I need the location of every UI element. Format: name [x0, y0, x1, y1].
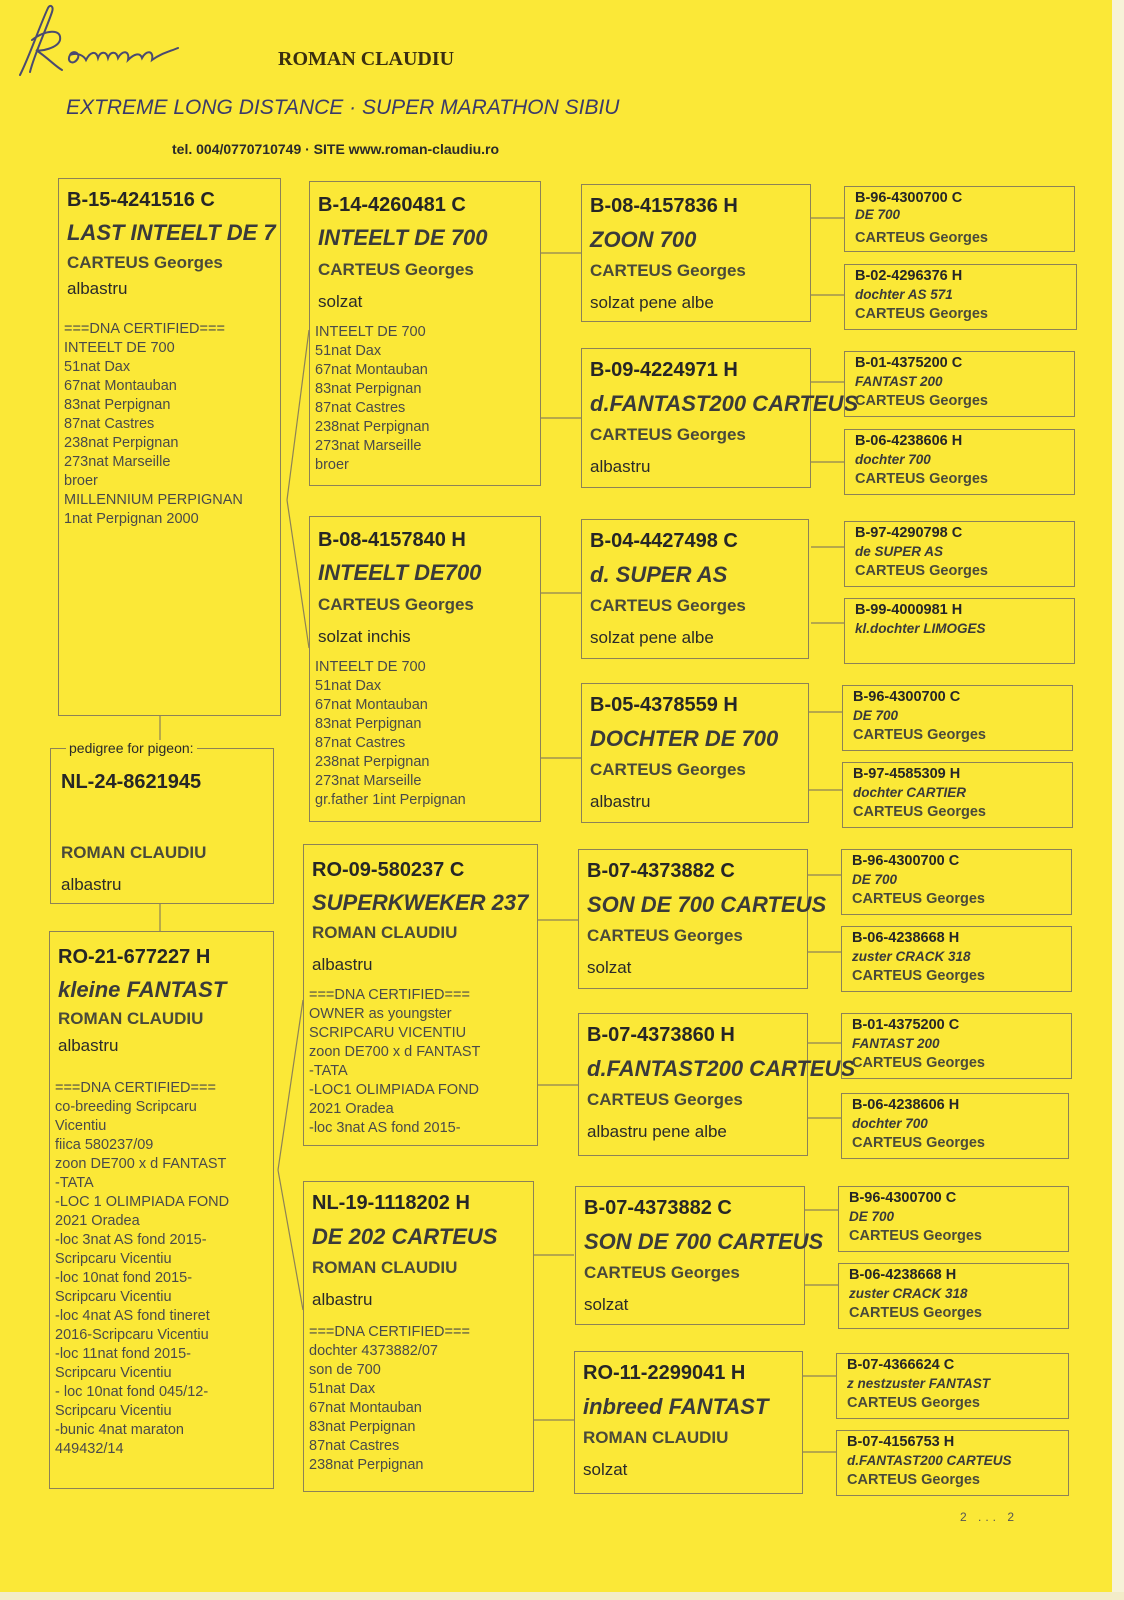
- ggp-ring: B-04-4427498 C: [590, 530, 738, 552]
- gen4-owner: CARTEUS Georges: [852, 1055, 985, 1071]
- gen4-owner: CARTEUS Georges: [855, 393, 988, 409]
- ggp-ring: B-07-4373882 C: [584, 1197, 732, 1219]
- grandparent-notes: INTEELT DE 700 51nat Dax 67nat Montauban 83nat Perpignan 87nat Castres 238nat Perpignan 273nat Marseille gr.father 1int Perpignan: [315, 659, 466, 808]
- grandparent-notes: INTEELT DE 700 51nat Dax 67nat Montauban 83nat Perpignan 87nat Castres 238nat Perpignan 273nat Marseille broer: [315, 324, 430, 473]
- ggp-color: albastru pene albe: [587, 1122, 727, 1141]
- gen4-card[interactable]: [841, 849, 1072, 915]
- grandparent-notes: ===DNA CERTIFIED=== OWNER as youngster SCRIPCARU VICENTIU zoon DE700 x d FANTAST -TATA -LOC1 OLIMPIADA FOND 2021 Oradea -loc 3nat AS fond 2015-: [309, 987, 481, 1136]
- gen4-owner: CARTEUS Georges: [853, 727, 986, 743]
- gen4-ring: B-97-4290798 C: [855, 525, 963, 541]
- ggp-color: solzat pene albe: [590, 628, 714, 647]
- great-grandparent-card[interactable]: [581, 683, 809, 823]
- gen4-card[interactable]: [842, 685, 1073, 751]
- gen4-name: zuster CRACK 318: [852, 949, 971, 964]
- gen4-card[interactable]: [836, 1353, 1069, 1419]
- gen4-owner: CARTEUS Georges: [852, 1135, 985, 1151]
- ggp-ring: B-05-4378559 H: [590, 694, 738, 716]
- grandparent-name: DE 202 CARTEUS: [312, 1224, 498, 1249]
- ggp-color: solzat: [583, 1460, 628, 1479]
- gen4-ring: B-06-4238606 H: [855, 433, 963, 449]
- ggp-ring: B-08-4157836 H: [590, 195, 738, 217]
- subject-owner: ROMAN CLAUDIU: [61, 843, 207, 862]
- gen4-name: DE 700: [849, 1209, 895, 1224]
- ggp-owner: CARTEUS Georges: [590, 261, 746, 280]
- gen4-name: dochter CARTIER: [853, 785, 967, 800]
- gen4-card[interactable]: [836, 1430, 1069, 1496]
- ggp-color: albastru: [590, 792, 651, 811]
- sire-ring: B-15-4241516 C: [67, 189, 215, 211]
- sire-card[interactable]: [58, 178, 281, 716]
- ggp-name: d.FANTAST200 CARTEUS: [590, 391, 859, 416]
- gen4-name: FANTAST 200: [852, 1036, 940, 1051]
- gen4-name: dochter 700: [852, 1116, 928, 1131]
- ggp-owner: CARTEUS Georges: [590, 425, 746, 444]
- gen4-name: de SUPER AS: [855, 544, 944, 559]
- gen4-name: d.FANTAST200 CARTEUS: [847, 1453, 1012, 1468]
- gen4-owner: CARTEUS Georges: [847, 1395, 980, 1411]
- gen4-card[interactable]: [844, 264, 1077, 330]
- gen4-name: DE 700: [855, 207, 901, 222]
- dam-owner: ROMAN CLAUDIU: [58, 1009, 204, 1028]
- grandparent-ring: NL-19-1118202 H: [312, 1192, 470, 1214]
- gen4-ring: B-01-4375200 C: [855, 355, 963, 371]
- grandparent-card[interactable]: [309, 181, 541, 486]
- gen4-ring: B-96-4300700 C: [855, 190, 963, 206]
- great-grandparent-card[interactable]: [575, 1186, 824, 1325]
- ggp-owner: CARTEUS Georges: [590, 596, 746, 615]
- great-grandparent-card[interactable]: [578, 849, 827, 989]
- gen4-ring: B-01-4375200 C: [852, 1017, 960, 1033]
- sire-notes: ===DNA CERTIFIED=== INTEELT DE 700 51nat Dax 67nat Montauban 83nat Perpignan 87nat Castres 238nat Perpignan 273nat Marseille broer MILLENNIUM PERPIGNAN 1nat Perpignan 2000: [64, 321, 243, 527]
- ggp-name: d.FANTAST200 CARTEUS: [587, 1056, 856, 1081]
- gen4-ring: B-06-4238668 H: [849, 1267, 957, 1283]
- subject-color: albastru: [61, 875, 122, 894]
- ggp-color: solzat: [584, 1295, 629, 1314]
- gen4-name: FANTAST 200: [855, 374, 943, 389]
- ggp-color: solzat: [587, 958, 632, 977]
- gen4-name: z nestzuster FANTAST: [847, 1376, 991, 1391]
- dam-notes: ===DNA CERTIFIED=== co-breeding Scripcaru Vicentiu fiica 580237/09 zoon DE700 x d FANTAST -TATA -LOC 1 OLIMPIADA FOND 2021 Oradea -loc 3nat AS fond 2015- Scripcaru Vicentiu -loc 10nat fond 2015- Scripcaru Vicentiu -loc 4nat AS fond tineret 2016-Scripcaru Vicentiu -loc 11nat fond 2015- Scripcaru Vicentiu - loc 10nat fond 045/12- Scripcaru Vicentiu -bunic 4nat maraton 449432/14: [55, 1080, 230, 1457]
- gen4-owner: CARTEUS Georges: [852, 891, 985, 907]
- gen4-card[interactable]: [844, 598, 1075, 664]
- ggp-ring: B-09-4224971 H: [590, 359, 738, 381]
- ggp-name: d. SUPER AS: [590, 562, 728, 587]
- sire-color: albastru: [67, 279, 128, 298]
- grandparent-owner: CARTEUS Georges: [318, 595, 474, 614]
- grandparent-card[interactable]: [309, 516, 541, 822]
- gen4-ring: B-02-4296376 H: [855, 268, 963, 284]
- grandparent-owner: ROMAN CLAUDIU: [312, 923, 458, 942]
- dam-name: kleine FANTAST: [58, 977, 227, 1002]
- gen4-name: DE 700: [852, 872, 898, 887]
- great-grandparent-card[interactable]: [574, 1351, 803, 1494]
- ggp-owner: CARTEUS Georges: [587, 1090, 743, 1109]
- gen4-owner: CARTEUS Georges: [852, 968, 985, 984]
- sire-name: LAST INTEELT DE 7: [67, 220, 276, 245]
- great-grandparent-card[interactable]: [578, 1013, 856, 1156]
- gen4-name: dochter AS 571: [855, 287, 953, 302]
- grandparent-ring: B-14-4260481 C: [318, 194, 466, 216]
- gen4-owner: CARTEUS Georges: [855, 563, 988, 579]
- grandparent-color: albastru: [312, 1290, 373, 1309]
- gen4-ring: B-96-4300700 C: [852, 853, 960, 869]
- gen4-owner: CARTEUS Georges: [853, 804, 986, 820]
- contact-line: tel. 004/0770710749 · SITE www.roman-claudiu.ro: [172, 141, 500, 157]
- sire-owner: CARTEUS Georges: [67, 253, 223, 272]
- gen4-name: dochter 700: [855, 452, 931, 467]
- grandparent-name: SUPERKWEKER 237: [312, 890, 529, 915]
- gen4-card[interactable]: [841, 926, 1072, 992]
- gen4-card[interactable]: [838, 1186, 1069, 1252]
- breeder-name: ROMAN CLAUDIU: [278, 48, 455, 70]
- ggp-ring: B-07-4373882 C: [587, 860, 735, 882]
- gen4-card[interactable]: [844, 429, 1075, 495]
- subject-ring: NL-24-8621945: [61, 771, 202, 793]
- gen4-ring: B-96-4300700 C: [849, 1190, 957, 1206]
- gen4-owner: CARTEUS Georges: [849, 1305, 982, 1321]
- great-grandparent-card[interactable]: [581, 184, 811, 322]
- gen4-name: zuster CRACK 318: [849, 1286, 968, 1301]
- great-grandparent-card[interactable]: [581, 519, 809, 659]
- ggp-owner: ROMAN CLAUDIU: [583, 1428, 729, 1447]
- gen4-owner: CARTEUS Georges: [855, 230, 988, 246]
- ggp-name: SON DE 700 CARTEUS: [587, 892, 827, 917]
- grandparent-ring: B-08-4157840 H: [318, 529, 466, 551]
- gen4-ring: B-06-4238606 H: [852, 1097, 960, 1113]
- gen4-ring: B-06-4238668 H: [852, 930, 960, 946]
- ggp-color: albastru: [590, 457, 651, 476]
- ggp-owner: CARTEUS Georges: [587, 926, 743, 945]
- gen4-owner: CARTEUS Georges: [847, 1472, 980, 1488]
- grandparent-name: INTEELT DE 700: [318, 225, 488, 250]
- gen4-card[interactable]: [841, 1093, 1069, 1159]
- gen4-name: kl.dochter LIMOGES: [855, 621, 986, 636]
- ggp-name: ZOON 700: [590, 227, 697, 252]
- ggp-name: SON DE 700 CARTEUS: [584, 1229, 824, 1254]
- gen4-owner: CARTEUS Georges: [855, 306, 988, 322]
- grandparent-card[interactable]: [303, 1181, 534, 1492]
- dam-card[interactable]: [49, 931, 274, 1489]
- grandparent-card[interactable]: [303, 844, 538, 1146]
- dam-color: albastru: [58, 1036, 119, 1055]
- grandparent-color: solzat inchis: [318, 627, 411, 646]
- gen4-ring: B-97-4585309 H: [853, 766, 961, 782]
- ggp-name: inbreed FANTAST: [583, 1394, 769, 1419]
- ggp-owner: CARTEUS Georges: [584, 1263, 740, 1282]
- gen4-card[interactable]: [838, 1263, 1069, 1329]
- gen4-card[interactable]: [844, 186, 1075, 252]
- gen4-ring: B-07-4366624 C: [847, 1357, 955, 1373]
- page-marker: 2 ... 2: [960, 1510, 1019, 1524]
- grandparent-owner: ROMAN CLAUDIU: [312, 1258, 458, 1277]
- dam-ring: RO-21-677227 H: [58, 946, 211, 968]
- pedigree-label: pedigree for pigeon:: [66, 740, 197, 756]
- ggp-name: DOCHTER DE 700: [590, 726, 779, 751]
- gen4-owner: CARTEUS Georges: [855, 471, 988, 487]
- gen4-ring: B-99-4000981 H: [855, 602, 963, 618]
- gen4-name: DE 700: [853, 708, 899, 723]
- grandparent-ring: RO-09-580237 C: [312, 859, 465, 881]
- grandparent-color: albastru: [312, 955, 373, 974]
- ggp-color: solzat pene albe: [590, 293, 714, 312]
- gen4-ring: B-96-4300700 C: [853, 689, 961, 705]
- great-grandparent-card[interactable]: [581, 348, 859, 488]
- ggp-owner: CARTEUS Georges: [590, 760, 746, 779]
- grandparent-owner: CARTEUS Georges: [318, 260, 474, 279]
- gen4-owner: CARTEUS Georges: [849, 1228, 982, 1244]
- gen4-card[interactable]: [844, 521, 1075, 587]
- subtitle: EXTREME LONG DISTANCE · SUPER MARATHON SIBIU: [66, 96, 620, 119]
- gen4-ring: B-07-4156753 H: [847, 1434, 955, 1450]
- ggp-ring: RO-11-2299041 H: [583, 1362, 746, 1384]
- ggp-ring: B-07-4373860 H: [587, 1024, 735, 1046]
- gen4-card[interactable]: [844, 351, 1075, 417]
- grandparent-color: solzat: [318, 292, 363, 311]
- grandparent-name: INTEELT DE700: [318, 560, 482, 585]
- grandparent-notes: ===DNA CERTIFIED=== dochter 4373882/07 son de 700 51nat Dax 67nat Montauban 83nat Perpignan 87nat Castres 238nat Perpignan: [309, 1324, 470, 1473]
- gen4-card[interactable]: [842, 762, 1073, 828]
- subject-card[interactable]: [50, 748, 274, 904]
- gen4-card[interactable]: [841, 1013, 1072, 1079]
